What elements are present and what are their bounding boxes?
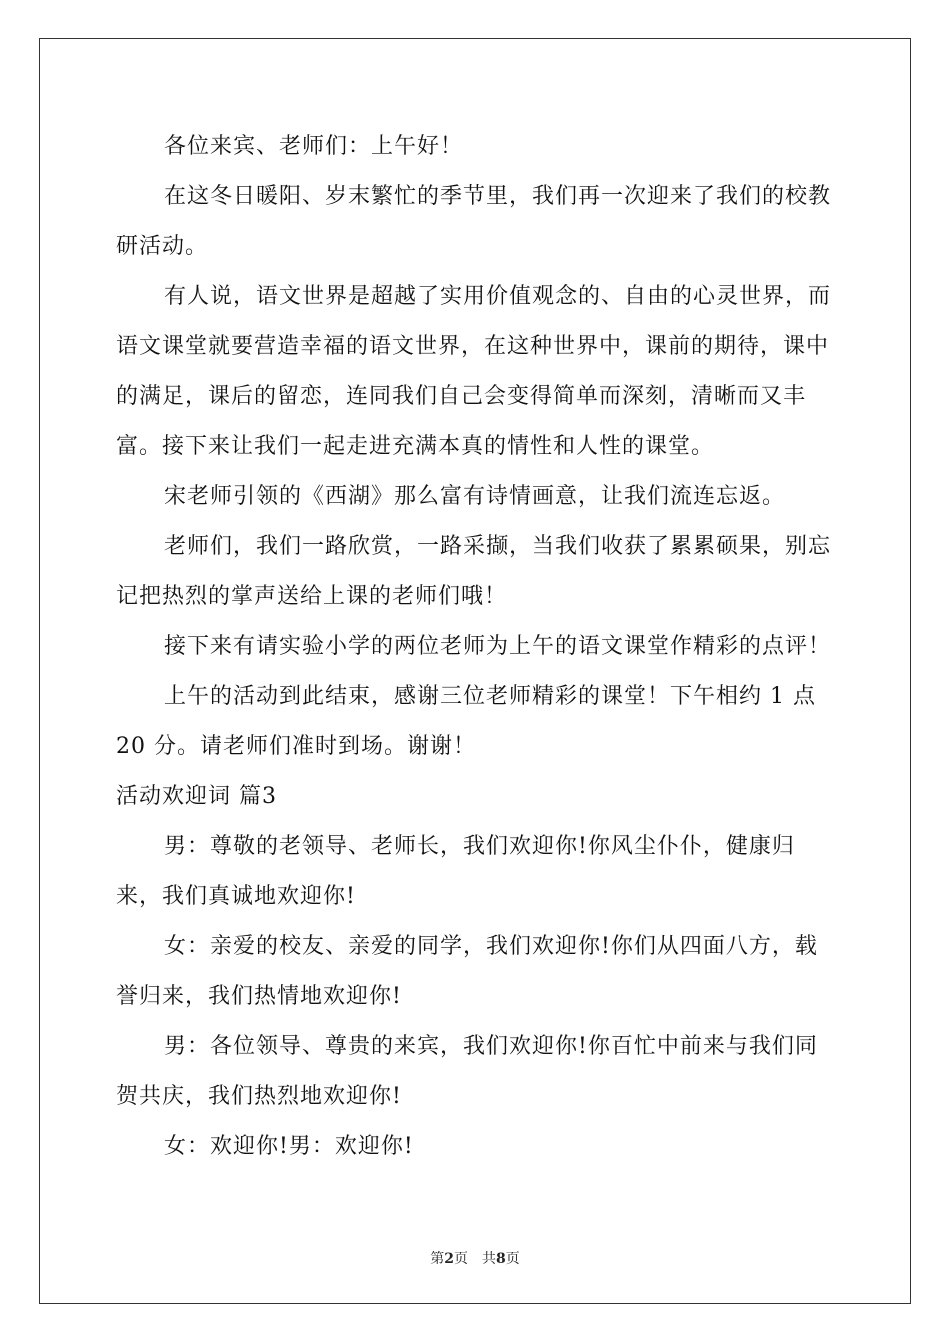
- paragraph: 男：各位领导、尊贵的来宾，我们欢迎你!你百忙中前来与我们同贺共庆，我们热烈地欢迎你!: [116, 1034, 818, 1109]
- paragraph: 女：亲爱的校友、亲爱的同学，我们欢迎你!你们从四面八方，载誉归来，我们热情地欢迎你!: [116, 934, 818, 1009]
- paragraph: 上午的活动到此结束，感谢三位老师精彩的课堂！下午相约 1 点 20 分。请老师们准时到场。谢谢！: [116, 684, 816, 759]
- page-footer: [0, 1248, 950, 1268]
- paragraph: 男：尊敬的老领导、老师长，我们欢迎你!你风尘仆仆，健康归来，我们真诚地欢迎你!: [116, 834, 795, 909]
- paragraph: 各位来宾、老师们：上午好！: [164, 134, 464, 159]
- paragraph: 老师们，我们一路欣赏，一路采撷，当我们收获了累累硕果，别忘记把热烈的掌声送给上课的老师们哦！: [116, 534, 832, 609]
- paragraph: 接下来有请实验小学的两位老师为上午的语文课堂作精彩的点评！: [164, 634, 832, 659]
- footer-suffix: 页: [505, 1251, 520, 1267]
- paragraph: 有人说，语文世界是超越了实用价值观念的、自由的心灵世界，而语文课堂就要营造幸福的语文世界，在这种世界中，课前的期待，课中的满足，课后的留恋，连同我们自己会变得简单而深刻，清晰而又丰富。接下来让我们一起走进充满本真的情性和人性的课堂。: [116, 284, 832, 459]
- section-heading: 活动欢迎词 篇3: [116, 784, 277, 809]
- total-pages-number: 8: [496, 1251, 506, 1267]
- document-body: [116, 122, 840, 1172]
- current-page-number: 2: [444, 1251, 454, 1267]
- footer-prefix: 第: [430, 1251, 445, 1267]
- paragraph: 女：欢迎你!男：欢迎你!: [164, 1134, 414, 1159]
- paragraph: 在这冬日暖阳、岁末繁忙的季节里，我们再一次迎来了我们的校教研活动。: [116, 184, 832, 259]
- paragraph: 宋老师引领的《西湖》那么富有诗情画意，让我们流连忘返。: [164, 484, 786, 509]
- footer-middle: 页 共: [454, 1251, 496, 1267]
